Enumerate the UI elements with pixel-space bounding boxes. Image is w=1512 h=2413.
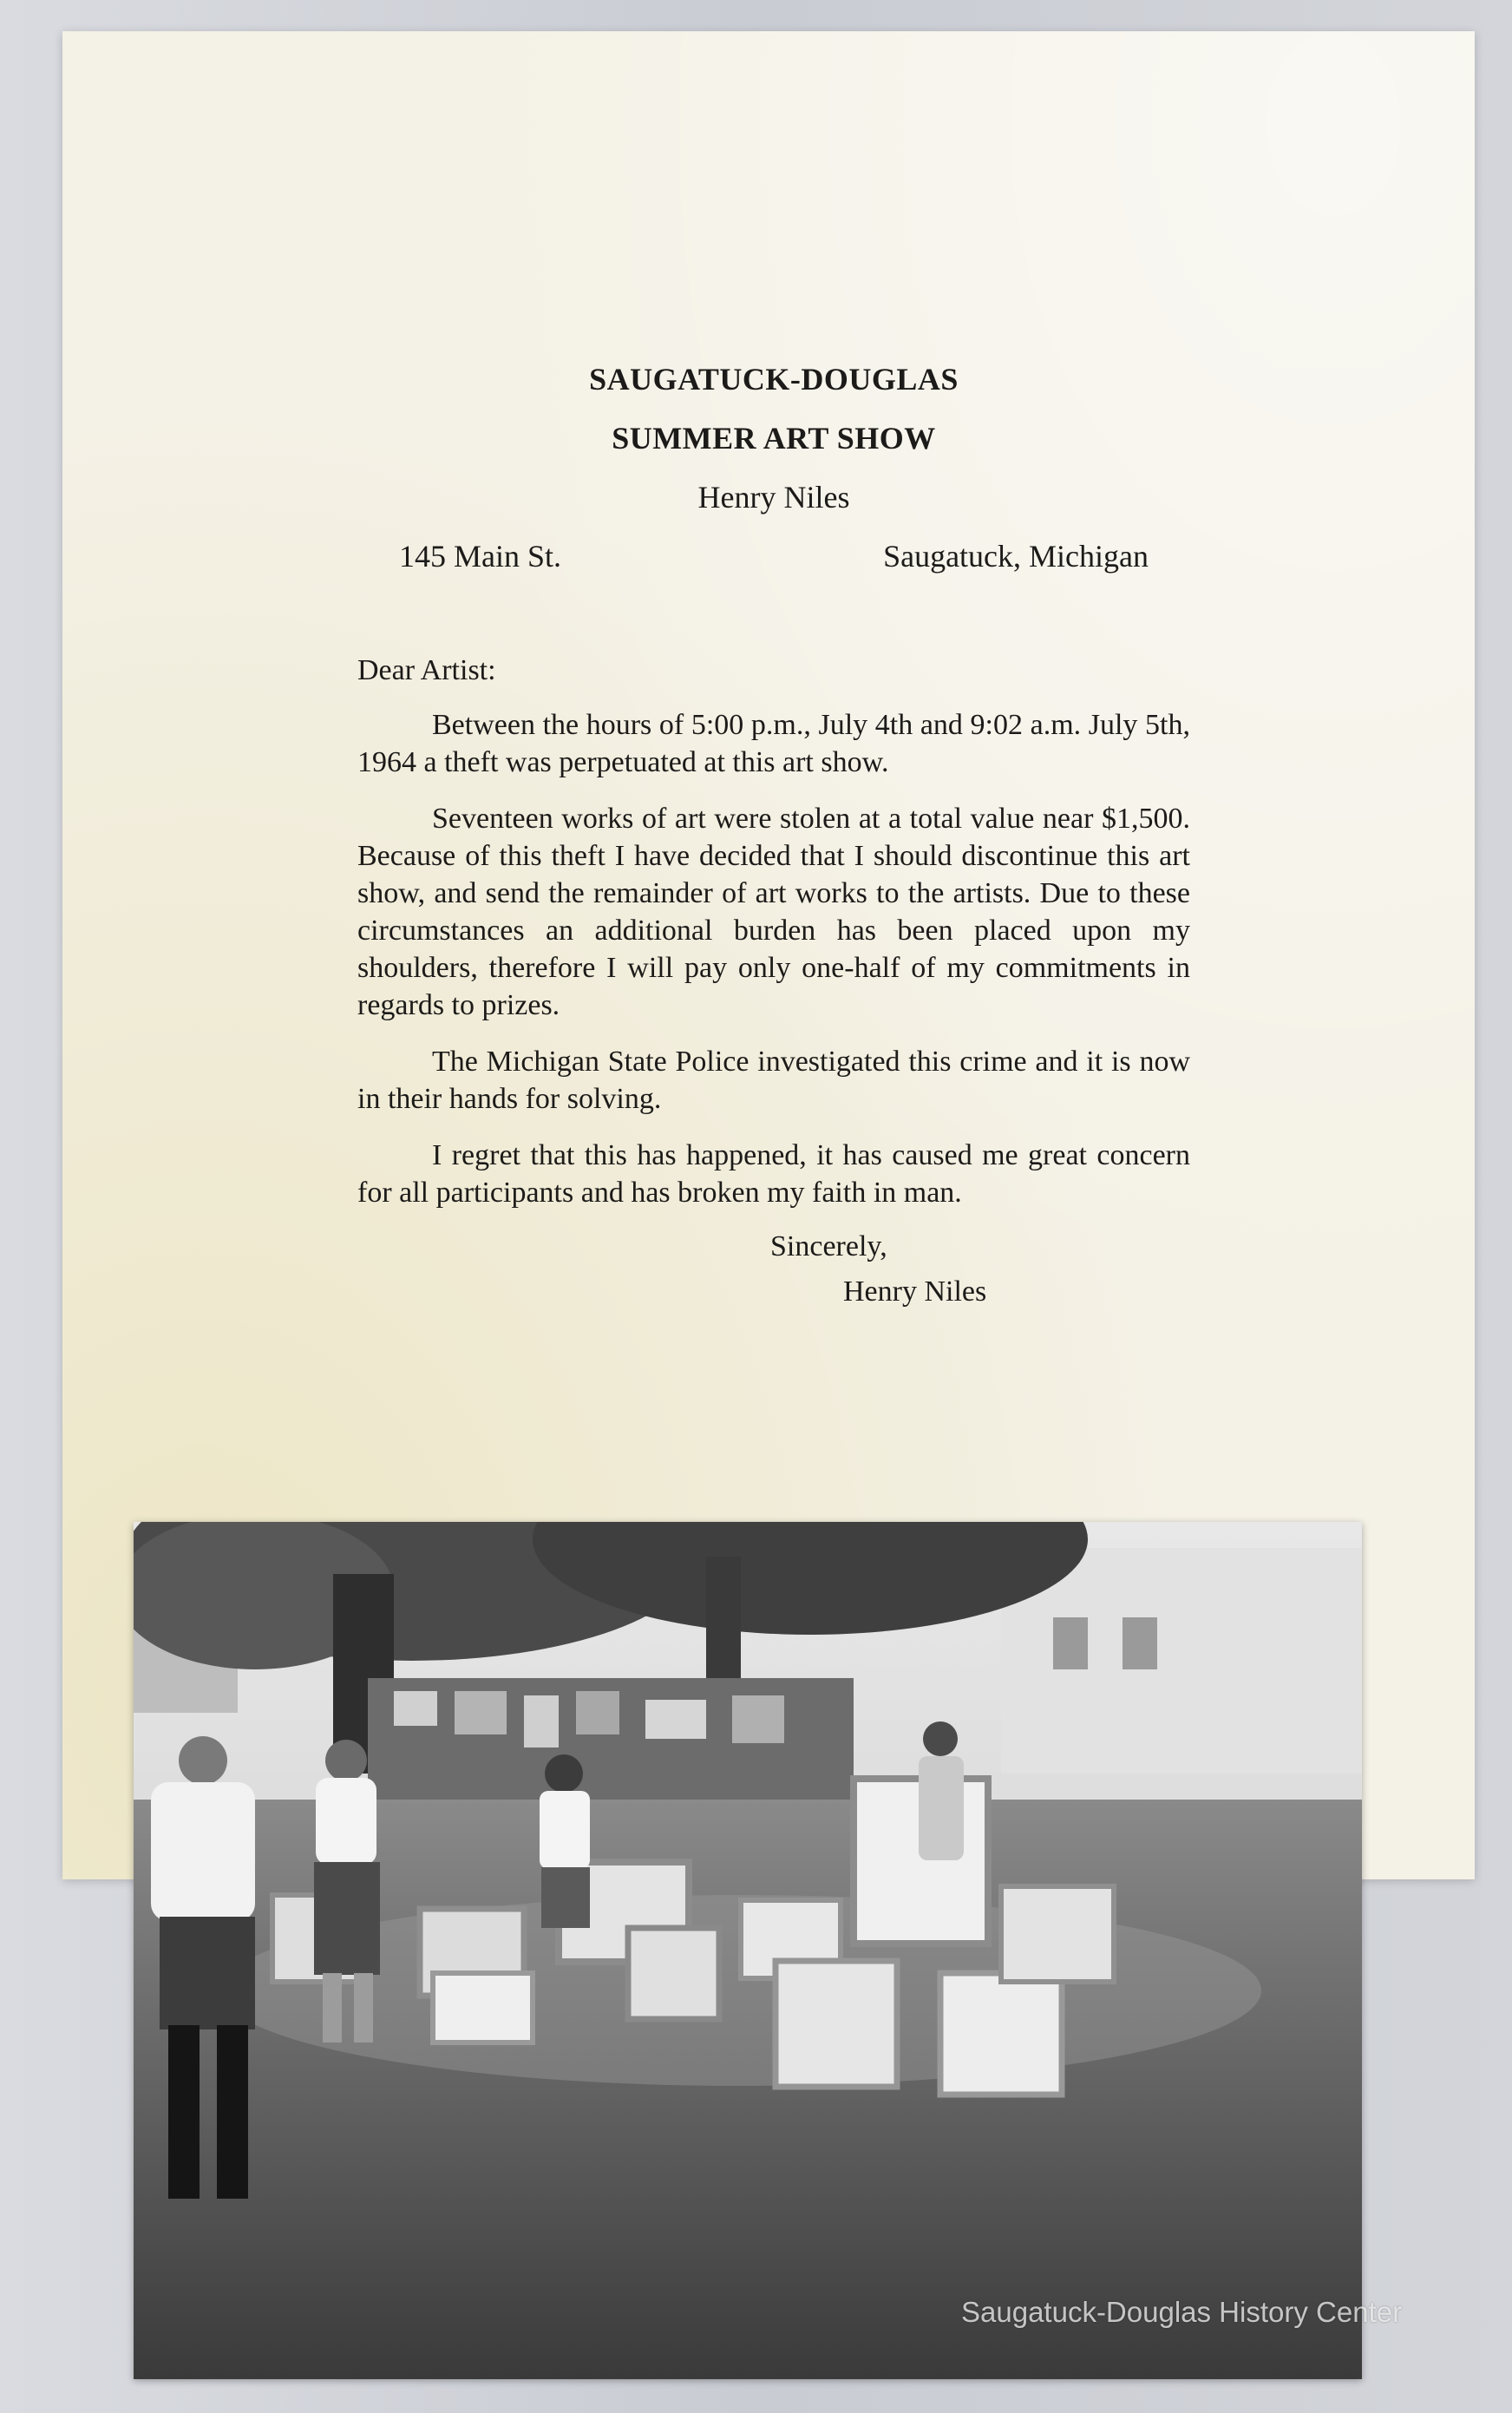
signature: Henry Niles	[843, 1275, 987, 1308]
letterhead-proprietor: Henry Niles	[697, 480, 850, 515]
address-city: Saugatuck, Michigan	[883, 539, 1149, 574]
paragraph-1: Between the hours of 5:00 p.m., July 4th and 9:02 a.m. July 5th, 1964 a theft was perpetuated at this art show.	[357, 709, 1190, 778]
address-street: 145 Main St.	[399, 539, 562, 574]
letterhead-address	[357, 538, 1190, 574]
paragraph-4: I regret that this has happened, it has caused me great concern for all participants and has broken my faith in man.	[357, 1139, 1190, 1209]
closing: Sincerely,	[770, 1230, 887, 1262]
photo-illustration	[134, 1522, 1362, 2379]
letterhead-org-line2: SUMMER ART SHOW	[612, 421, 936, 456]
letter-body	[357, 361, 1190, 1308]
salutation: Dear Artist:	[357, 654, 496, 686]
watermark: Saugatuck-Douglas History Center	[961, 2296, 1403, 2328]
letterhead-org-line1: SAUGATUCK-DOUGLAS	[589, 362, 959, 397]
outdoor-art-show-photo	[134, 1522, 1362, 2379]
paragraph-3: The Michigan State Police investigated this crime and it is now in their hands for solving.	[357, 1046, 1190, 1115]
paragraph-2: Seventeen works of art were stolen at a total value near $1,500. Because of this theft I have decided that I should discontinue this art show, and send the remainder of art works to the artists. Due to these circumstances an additional burden has been placed upon my shoulders, therefore I will pay only one-half of my commitments in regards to prizes.	[357, 803, 1190, 1021]
